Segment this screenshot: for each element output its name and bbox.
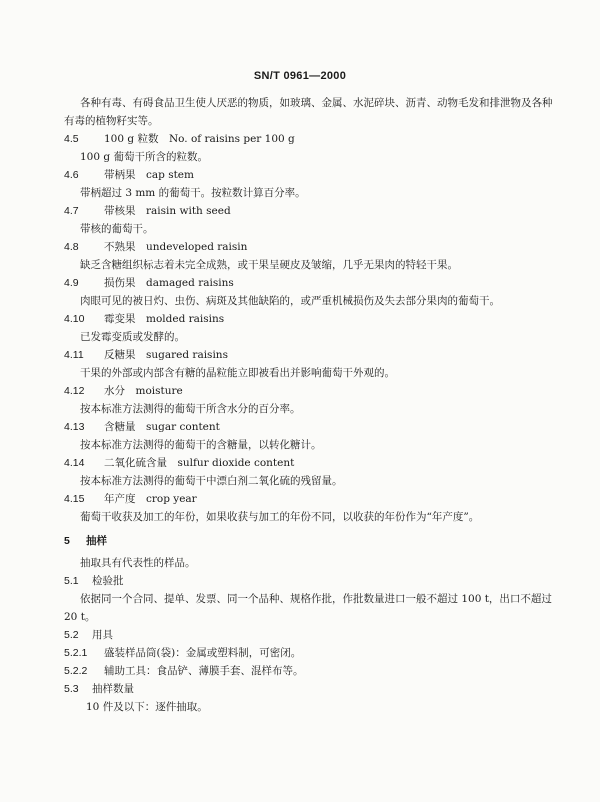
- term-description: 肉眼可见的被日灼、虫伤、病斑及其他缺陷的，或严重机械损伤及失去部分果肉的葡萄干。: [80, 295, 500, 307]
- continuation-line-1: 各种有毒、有碍食品卫生使人厌恶的物质，如玻璃、金属、水泥碎块、沥青、动物毛发和排泄物及各种: [80, 97, 552, 109]
- term-title: 霉变果 molded raisins: [104, 313, 225, 325]
- subsection-number: 5.2.1: [64, 647, 88, 659]
- term-title: 二氧化硫含量 sulfur dioxide content: [104, 457, 295, 469]
- term-description: 葡萄干收获及加工的年份，如果收获与加工的年份不同，以收获的年份作为“年产度”。: [80, 511, 480, 523]
- term-title: 水分 moisture: [104, 385, 183, 397]
- section-title: 抽样: [86, 535, 107, 547]
- term-title: 反糖果 sugared raisins: [104, 349, 228, 361]
- subsection-title: 检验批: [92, 575, 124, 587]
- paragraph-line: 20 t。: [64, 611, 96, 623]
- subsection-number: 5.2.2: [64, 665, 88, 677]
- term-description: 已发霉变质或发酵的。: [80, 331, 185, 343]
- subsection-title: 抽样数量: [92, 683, 134, 695]
- term-number: 4.11: [64, 349, 84, 361]
- term-title: 不熟果 undeveloped raisin: [104, 241, 248, 253]
- standard-header: SN/T 0961—2000: [253, 70, 347, 82]
- term-number: 4.7: [64, 205, 79, 217]
- continuation-line-2: 有毒的植物籽实等。: [64, 115, 159, 127]
- term-description: 按本标准方法测得的葡萄干的含糖量，以转化糖计。: [80, 439, 322, 451]
- term-description: 带柄超过 3 mm 的葡萄干。按粒数计算百分率。: [80, 187, 306, 199]
- term-number: 4.8: [64, 241, 79, 253]
- term-description: 带核的葡萄干。: [80, 223, 154, 235]
- term-description: 按本标准方法测得的葡萄干中漂白剂二氧化硫的残留量。: [80, 475, 343, 487]
- term-description: 缺乏含糖组织标志着未完全成熟，或干果呈硬皮及皱缩，几乎无果肉的特轻干果。: [80, 259, 458, 271]
- paragraph-line: 辅助工具：食品铲、薄膜手套、混样布等。: [104, 665, 304, 677]
- subsection-number: 5.1: [64, 575, 79, 587]
- term-number: 4.6: [64, 169, 79, 181]
- paragraph-line: 依据同一个合同、提单、发票、同一个品种、规格作批，作批数量进口一般不超过 100 t，出口不超过: [80, 593, 552, 605]
- term-number: 4.5: [64, 133, 79, 145]
- term-description: 100 g 葡萄干所含的粒数。: [80, 151, 208, 163]
- term-description: 按本标准方法测得的葡萄干所含水分的百分率。: [80, 403, 301, 415]
- subsection-title: 用具: [92, 629, 113, 641]
- quantity-rule-upto-10: 10 件及以下：逐件抽取。: [86, 701, 208, 713]
- term-title: 损伤果 damaged raisins: [104, 277, 234, 289]
- term-number: 4.9: [64, 277, 79, 289]
- term-number: 4.13: [64, 421, 85, 433]
- term-description: 干果的外部或内部含有糖的晶粒能立即被看出并影响葡萄干外观的。: [80, 367, 395, 379]
- term-title: 年产度 crop year: [104, 493, 197, 505]
- term-title: 带柄果 cap stem: [104, 169, 194, 181]
- term-title: 带核果 raisin with seed: [104, 205, 231, 217]
- section-intro: 抽取具有代表性的样品。: [80, 557, 196, 569]
- term-number: 4.10: [64, 313, 85, 325]
- term-number: 4.15: [64, 493, 85, 505]
- term-number: 4.14: [64, 457, 85, 469]
- paragraph-line: 盛装样品筒(袋)：金属或塑料制，可密闭。: [104, 647, 302, 659]
- term-number: 4.12: [64, 385, 85, 397]
- section-number: 5: [64, 535, 70, 547]
- subsection-number: 5.3: [64, 683, 79, 695]
- subsection-number: 5.2: [64, 629, 79, 641]
- term-title: 含糖量 sugar content: [104, 421, 220, 433]
- term-title: 100 g 粒数 No. of raisins per 100 g: [104, 133, 295, 145]
